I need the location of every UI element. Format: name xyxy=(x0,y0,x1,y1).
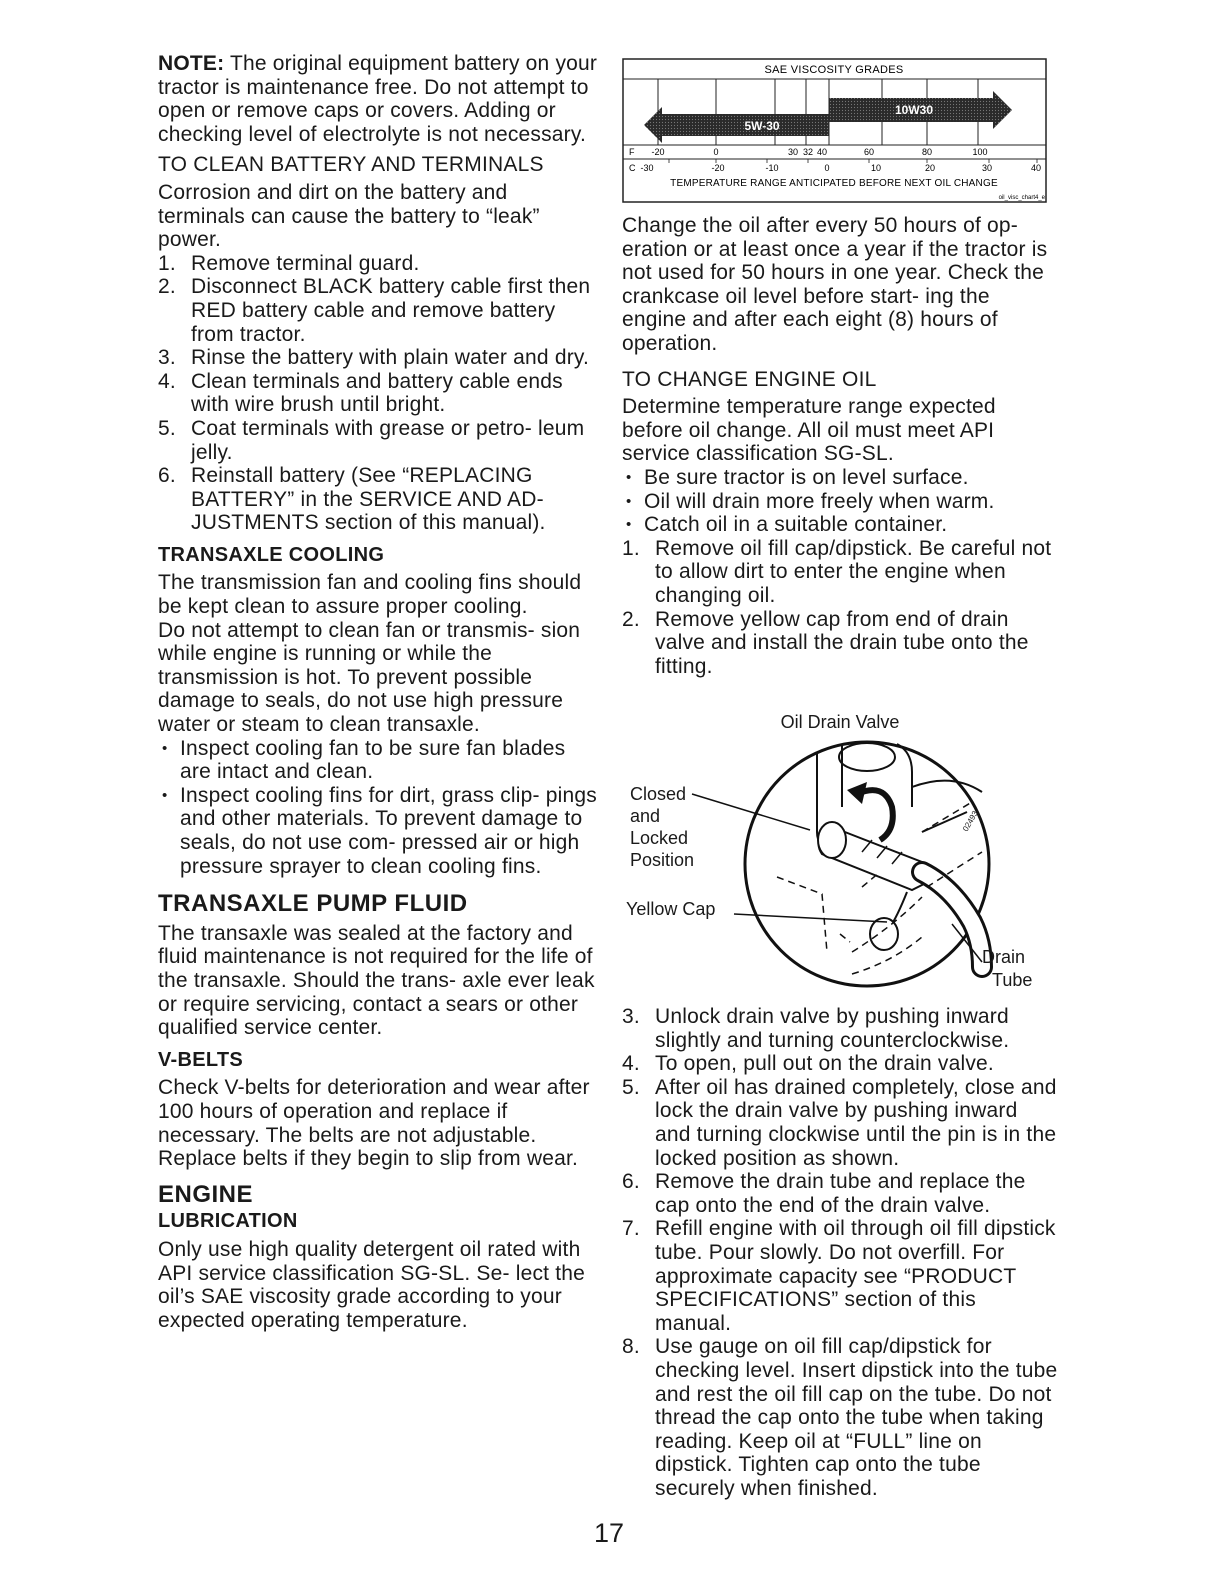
step-text: Refill engine with oil through oil fill dipstick tube. Pour slowly. Do not overfill. For approximate capacity see “PRODUCT SPECIFICATIONS” section of this manual. xyxy=(655,1217,1056,1335)
f-tick: 0 xyxy=(713,147,719,157)
step-text: Disconnect BLACK battery cable first then RED battery cable and remove battery from tractor. xyxy=(191,275,591,346)
step-number: 6. xyxy=(158,464,176,488)
step-number: 5. xyxy=(158,416,176,440)
c-tick: 30 xyxy=(981,163,993,173)
list-item xyxy=(622,537,1058,608)
c-tick: -20 xyxy=(711,163,725,173)
step-number: 7. xyxy=(622,1217,640,1241)
diagram-code: 02493 xyxy=(960,809,980,833)
f-tick: 40 xyxy=(816,147,828,157)
f-tick: 100 xyxy=(972,147,988,157)
label-locked: Locked xyxy=(630,828,689,848)
c-tick: 10 xyxy=(870,163,882,173)
c-tick: -30 xyxy=(640,163,654,173)
step-text: Use gauge on oil fill cap/dipstick for checking level. Insert dipstick into the tube and rest the oil fill cap on the tube. Do not thread the cap onto the tube when taking reading. Keep oil at “FULL” line on dipstick. Tighten cap onto the tube securely when finished. xyxy=(655,1335,1058,1500)
engine-heading: ENGINE xyxy=(158,1180,254,1208)
step-number: 3. xyxy=(158,346,176,370)
list-item: • Catch oil in a suitable container. xyxy=(622,513,1058,537)
step-text: Remove terminal guard. xyxy=(191,251,420,275)
step-number: 4. xyxy=(622,1052,640,1076)
step-text: Clean terminals and battery cable ends with wire brush until bright. xyxy=(191,369,563,417)
c-tick: -10 xyxy=(765,163,779,173)
list-item: • Oil will drain more freely when warm. xyxy=(622,490,1058,514)
pump-fluid-heading: TRANSAXLE PUMP FLUID xyxy=(158,890,468,918)
step-number: 2. xyxy=(158,275,176,299)
lubrication-text: Only use high quality detergent oil rated with API service classification SG-SL. Se- lect the oil’s SAE viscosity grade according to your expected operating temperature. xyxy=(158,1237,586,1332)
5w30-label: 5W-30 xyxy=(744,119,780,133)
viscosity-chart xyxy=(622,58,1047,205)
5w30-arrow xyxy=(644,107,829,143)
transaxle-cooling-p1: The transmission fan and cooling fins should be kept clean to assure proper cooling. xyxy=(158,571,582,619)
label-and: and xyxy=(630,806,661,826)
f-tick: 60 xyxy=(863,147,875,157)
step-text: Remove yellow cap from end of drain valve and install the drain tube onto the fitting. xyxy=(655,607,1029,678)
list-item xyxy=(622,1005,1058,1052)
clean-battery-intro: Corrosion and dirt on the battery and terminals can cause the battery to “leak” power. xyxy=(158,180,540,252)
list-item: • Inspect cooling fan to be sure fan blades are intact and clean. xyxy=(158,737,598,784)
f-tick: 30 xyxy=(787,147,799,157)
list-item: • Be sure tractor is on level surface. xyxy=(622,466,1058,490)
step-text: Unlock drain valve by pushing inward slightly and turning counterclockwise. xyxy=(655,1005,1010,1052)
note-label: NOTE: xyxy=(158,52,225,75)
list-item xyxy=(158,417,598,464)
list-item xyxy=(622,1076,1058,1170)
list-item xyxy=(158,275,598,346)
list-item: • Inspect cooling fins for dirt, grass clip- pings and other materials. To prevent damage to seals, do not use com- pressed air or high pressure sprayer to clean cooling fins. xyxy=(158,784,598,878)
label-closed: Closed xyxy=(630,784,687,804)
list-item xyxy=(158,464,598,535)
c-axis-label: C xyxy=(629,163,636,173)
list-item xyxy=(158,370,598,417)
step-number: 8. xyxy=(622,1335,640,1359)
list-item xyxy=(622,1335,1058,1500)
10w30-label: 10W30 xyxy=(894,103,934,117)
f-axis-label: F xyxy=(629,147,635,157)
change-engine-oil-intro: Determine temperature range expected before oil change. All oil must meet API service classification SG-SL. xyxy=(622,395,996,466)
change-engine-oil-heading: TO CHANGE ENGINE OIL xyxy=(622,367,877,391)
note-paragraph xyxy=(158,52,598,146)
step-text: Remove oil fill cap/dipstick. Be careful not to allow dirt to enter the engine when changing oil. xyxy=(655,536,1052,607)
label-drain: Drain xyxy=(982,947,1026,967)
change-oil-steps-a xyxy=(622,537,1058,679)
change-oil-text: Change the oil after every 50 hours of op- eration or at least once a year if the tractor is not used for 50 hours in one year. Check the crankcase oil level before start- ing the engine and after each eight (8) hours of operation. xyxy=(622,214,1048,355)
transaxle-cooling-p2: Do not attempt to clean fan or transmis- sion while engine is running or while the transmission is hot. To prevent possible damage to seals, do not use high pressure water or steam to clean transaxle. xyxy=(158,618,581,737)
step-number: 3. xyxy=(622,1005,640,1028)
list-item xyxy=(622,608,1058,679)
clean-battery-steps xyxy=(158,252,598,535)
step-number: 2. xyxy=(622,607,640,631)
oil-drain-valve-diagram xyxy=(622,712,1052,1002)
transaxle-cooling-bullets xyxy=(158,737,598,879)
step-text: Coat terminals with grease or petro- leum jelly. xyxy=(191,416,585,464)
step-number: 6. xyxy=(622,1170,640,1194)
right-column xyxy=(622,214,1058,678)
c-tick: 20 xyxy=(924,163,936,173)
vbelts-heading: V-BELTS xyxy=(158,1048,244,1071)
clean-battery-heading: TO CLEAN BATTERY AND TERMINALS xyxy=(158,153,544,177)
f-tick: 80 xyxy=(921,147,933,157)
change-oil-bullets xyxy=(622,466,1058,537)
diagram-title: Oil Drain Valve xyxy=(780,712,900,732)
list-item xyxy=(622,1217,1058,1335)
list-item xyxy=(622,1170,1058,1217)
c-tick: 40 xyxy=(1030,163,1042,173)
change-oil-steps-b xyxy=(622,1005,1058,1500)
pump-fluid-text: The transaxle was sealed at the factory and fluid maintenance is not required for the life of the transaxle. Should the trans- axle ever leak or require servicing, contact a sears or other qualified service center. xyxy=(158,921,595,1040)
list-item xyxy=(158,252,598,276)
arrow-head-icon xyxy=(847,782,867,804)
step-number: 1. xyxy=(622,536,640,560)
valve-body xyxy=(818,822,929,890)
f-tick: -20 xyxy=(651,147,665,157)
label-yellow-cap: Yellow Cap xyxy=(626,899,716,919)
note-text: The original equipment battery on your tractor is maintenance free. Do not attempt to open or remove caps or covers. Adding or checking level of electrolyte is not necessary. xyxy=(158,52,598,146)
list-item xyxy=(622,1052,1058,1076)
chart-footer: TEMPERATURE RANGE ANTICIPATED BEFORE NEXT OIL CHANGE xyxy=(670,178,998,189)
step-number: 1. xyxy=(158,251,176,275)
step-number: 5. xyxy=(622,1075,640,1099)
chart-code: oil_visc_chart4_e xyxy=(998,195,1045,201)
lubrication-heading: LUBRICATION xyxy=(158,1210,298,1233)
step-text: Reinstall battery (See “REPLACING BATTERY” in the SERVICE AND AD- JUSTMENTS section of this manual). xyxy=(191,464,546,535)
right-column-continued xyxy=(622,1005,1058,1500)
vbelts-text: Check V-belts for deterioration and wear after 100 hours of operation and replace if necessary. The belts are not adjustable. Replace belts if they begin to slip from wear. xyxy=(158,1076,590,1171)
step-text: After oil has drained completely, close and lock the drain valve by pushing inward and turning clockwise until the pin is in the locked position as shown. xyxy=(655,1075,1057,1170)
f-tick: 32 xyxy=(802,147,814,157)
label-tube: Tube xyxy=(992,970,1033,990)
page-number: 17 xyxy=(594,1518,625,1548)
step-text: To open, pull out on the drain valve. xyxy=(655,1052,994,1076)
label-position: Position xyxy=(630,850,695,870)
step-text: Remove the drain tube and replace the cap onto the end of the drain valve. xyxy=(655,1170,1026,1217)
list-item xyxy=(158,346,598,370)
step-text: Rinse the battery with plain water and dry. xyxy=(191,346,590,370)
step-number: 4. xyxy=(158,369,176,393)
chart-title: SAE VISCOSITY GRADES xyxy=(764,64,904,76)
f-axis-ticks xyxy=(651,147,987,157)
transaxle-cooling-heading: TRANSAXLE COOLING xyxy=(158,543,385,566)
left-column xyxy=(158,52,598,1332)
c-axis-ticks xyxy=(640,163,1041,173)
c-tick: 0 xyxy=(824,163,830,173)
